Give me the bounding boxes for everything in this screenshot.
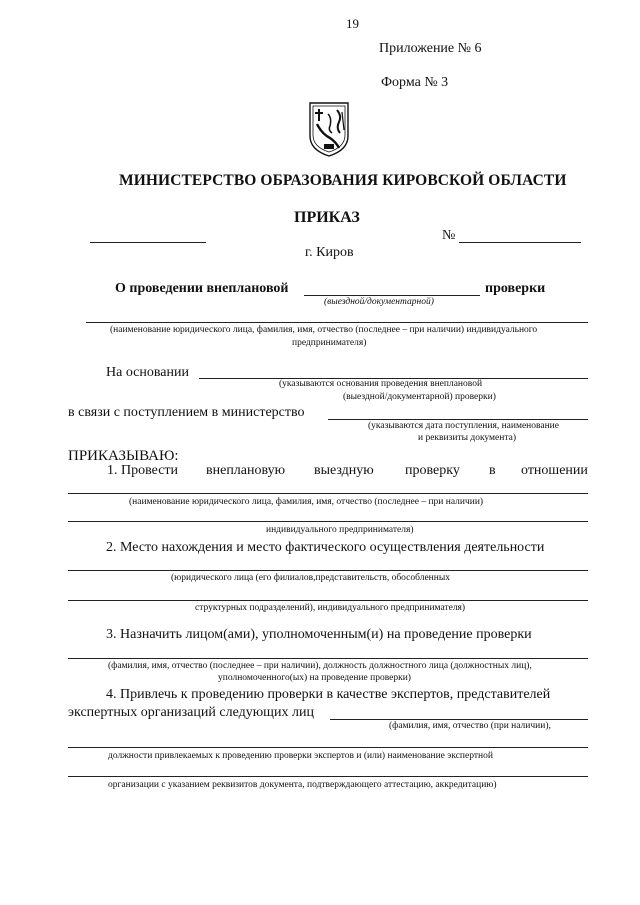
subject-suffix: проверки [485,281,546,296]
item3-hint-1: (фамилия, имя, отчество (последнее – при наличии), должность должностного лица (должностных лиц), [108,661,532,671]
item1-word-3: выездную [314,463,374,478]
inspection-type-hint: (выездной/документарной) [324,297,434,307]
receipt-label: в связи с поступлением в министерство [68,405,305,420]
appendix-label: Приложение № 6 [379,41,482,56]
form-label: Форма № 3 [381,75,449,90]
item4-experts-line-1[interactable] [330,719,588,720]
item3-officials-line[interactable] [68,658,588,659]
item3-hint-2: уполномоченного(ых) на проведение проверки) [218,673,411,683]
entity-hint-1: (наименование юридического лица, фамилия, имя, отчество (последнее – при наличии) индивидуального [110,325,538,335]
entity-hint-2: предпринимателя) [292,338,367,348]
item4-hint-3: организации с указанием реквизитов документа, подтверждающего аттестацию, аккредитацию) [108,780,497,790]
receipt-hint-2: и реквизиты документа) [418,433,517,443]
number-sign: № [442,228,456,243]
item1-word-6: отношении [521,463,588,478]
item1-word-1: 1. Провести [107,463,179,478]
item4-experts-line-3[interactable] [68,776,588,777]
item2-hint-2: структурных подразделений), индивидуального предпринимателя) [195,603,466,613]
receipt-field-line[interactable] [328,419,588,420]
basis-label: На основании [106,365,189,380]
date-field-line[interactable] [90,242,206,243]
item1-hint-1: (наименование юридического лица, фамилия, имя, отчество (последнее – при наличии) [129,497,484,507]
basis-hint-1: (указываются основания проведения внеплановой [279,379,483,389]
item4-hint-2: должности привлекаемых к проведению проверки экспертов и (или) наименование экспертной [108,751,493,761]
entity-name-line[interactable] [86,322,588,323]
item4-experts-line-2[interactable] [68,747,588,748]
city-label: г. Киров [305,245,354,260]
order-word: ПРИКАЗЫВАЮ: [68,448,179,464]
item2-hint-1: (юридического лица (его филиалов,представительств, обособленных [171,573,450,583]
ministry-title: МИНИСТЕРСТВО ОБРАЗОВАНИЯ КИРОВСКОЙ ОБЛАСТИ [119,172,567,189]
coat-of-arms-icon [306,100,352,158]
item1-hint-2: индивидуального предпринимателя) [266,525,414,535]
item4-text-2: экспертных организаций следующих лиц [68,705,314,720]
page-number: 19 [346,16,359,31]
item1-entity-line-2[interactable] [68,521,588,522]
order-title: ПРИКАЗ [294,209,360,226]
item4-hint-1: (фамилия, имя, отчество (при наличии), [389,721,551,731]
item1-word-2: внеплановую [206,463,286,478]
item2-text: 2. Место нахождения и место фактического осуществления деятельности [106,540,545,555]
item4-text-1: 4. Привлечь к проведению проверки в качестве экспертов, представителей [106,687,551,702]
basis-hint-2: (выездной/документарной) проверки) [343,392,496,402]
item2-location-line-1[interactable] [68,570,588,571]
item1-word-4: проверку [405,463,460,478]
receipt-hint-1: (указываются дата поступления, наименование [368,421,559,431]
item2-location-line-2[interactable] [68,600,588,601]
item1-word-5: в [489,463,496,478]
item3-text: 3. Назначить лицом(ами), уполномоченным(и) на проведение проверки [106,627,532,642]
subject-prefix: О проведении внеплановой [115,281,289,296]
inspection-type-line[interactable] [304,295,480,296]
number-field-line[interactable] [459,242,581,243]
item1-entity-line-1[interactable] [68,493,588,494]
